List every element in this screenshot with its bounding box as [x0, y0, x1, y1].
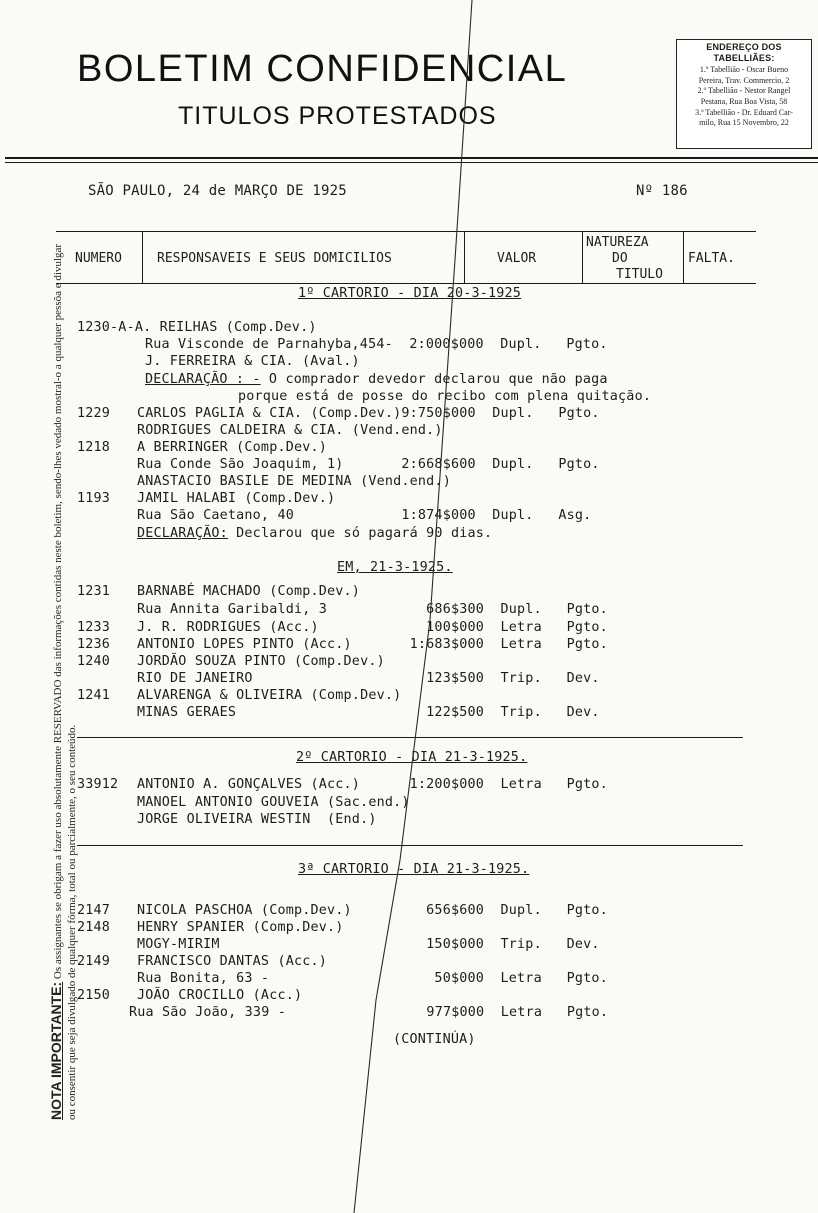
entry-line: JOÃO CROCILLO (Acc.) [137, 988, 303, 1003]
entry-number: 1193 [77, 491, 111, 506]
entry-number: 1218 [77, 440, 111, 455]
entry-line: porque está de posse do recibo com plena quitação. [238, 389, 652, 404]
entry-line: Rua Visconde de Parnahyba,454- 2:000$000 Dupl. Pgto. [145, 337, 608, 352]
entry-line: FRANCISCO DANTAS (Acc.) [137, 954, 328, 969]
entry-line: Rua Annita Garibaldi, 3 686$300 Dupl. Pgto. [137, 602, 608, 617]
entry-number: 1240 [77, 654, 111, 669]
address-line: Pereira, Trav. Commercio, 2 [698, 75, 790, 85]
entry-line: RIO DE JANEIRO 123$500 Trip. Dev. [137, 671, 600, 686]
entry-line: BARNABÉ MACHADO (Comp.Dev.) [137, 584, 361, 599]
col-header-natureza-titulo: TITULO [616, 267, 663, 282]
entry-line: JORGE OLIVEIRA WESTIN (End.) [137, 812, 377, 827]
bulletin-subtitle: TITULOS PROTESTADOS [178, 102, 497, 130]
entry-line: ALVARENGA & OLIVEIRA (Comp.Dev.) [137, 688, 402, 703]
declaration-text: Declarou que só pagará 90 dias. [227, 526, 493, 541]
entry-line: JORDÃO SOUZA PINTO (Comp.Dev.) [137, 654, 385, 669]
entry-number: 1229 [77, 406, 111, 421]
col-header-valor: VALOR [497, 251, 537, 266]
bulletin-number: Nº 186 [636, 183, 688, 199]
address-line: Pestana, Rua Boa Vista, 58 [700, 96, 788, 106]
dateline: SÃO PAULO, 24 de MARÇO DE 1925 [88, 183, 347, 199]
entry-line: 1230-A-A. REILHAS (Comp.Dev.) [77, 320, 317, 335]
col-header-natureza-do: DO [612, 251, 628, 266]
entry-number: 33912 [77, 777, 119, 792]
entry-line: RODRIGUES CALDEIRA & CIA. (Vend.end.) [137, 423, 443, 438]
entry-line: ANASTACIO BASILE DE MEDINA (Vend.end.) [137, 474, 451, 489]
col-header-natureza: NATUREZA [586, 235, 649, 250]
entry-number: 2148 [77, 920, 111, 935]
col-header-falta: FALTA. [688, 251, 735, 266]
entry-line: ANTONIO LOPES PINTO (Acc.) 1:683$000 Letra Pgto. [137, 637, 608, 652]
entry-line: J. R. RODRIGUES (Acc.) 100$000 Letra Pgto. [137, 620, 608, 635]
entry-line: J. FERREIRA & CIA. (Aval.) [145, 354, 360, 369]
entry-line: CARLOS PAGLIA & CIA. (Comp.Dev.)9:750$000 Dupl. Pgto. [137, 406, 600, 421]
entry-line: Rua Conde São Joaquim, 1) 2:668$600 Dupl. Pgto. [137, 457, 600, 472]
declaration-label: DECLARAÇÃO: [137, 526, 228, 541]
entry-line: A BERRINGER (Comp.Dev.) [137, 440, 328, 455]
side-note-text: Os assignantes se obrigam a fazer uso absolutamente RESERVADO das informações contidas neste boletim, sendo-lhes vedado mostral-o a qualquer pessôa e divulgar ou consentir que seja divulgado de qualquer fórma, total ou parcialmente, o seu conteúdo. [52, 243, 78, 1120]
address-line: 2.º Tabellião - Nestor Rangel [697, 86, 791, 96]
section-heading: 1º CARTORIO - DIA 20-3-1925 [298, 286, 522, 301]
continua-note: (CONTINÚA) [393, 1032, 476, 1047]
entry-line: MANOEL ANTONIO GOUVEIA (Sac.end.) [137, 795, 410, 810]
entry-number: 1233 [77, 620, 111, 635]
entry-line: Rua São João, 339 - 977$000 Letra Pgto. [129, 1005, 609, 1020]
entry-line: JAMIL HALABI (Comp.Dev.) [137, 491, 336, 506]
address-line: milo, Rua 15 Novembro, 22 [699, 118, 789, 128]
entry-line: Rua Bonita, 63 - 50$000 Letra Pgto. [137, 971, 608, 986]
declaration-text: O comprador devedor declarou que não paga [260, 372, 608, 387]
entry-line: ANTONIO A. GONÇALVES (Acc.) 1:200$000 Letra Pgto. [137, 777, 608, 792]
address-line: 1.º Tabellião - Oscar Bueno [699, 65, 789, 75]
entry-number: 1236 [77, 637, 111, 652]
fold-line-path [354, 0, 472, 1213]
section-heading: 2º CARTORIO - DIA 21-3-1925. [296, 750, 528, 765]
entry-number: 1241 [77, 688, 111, 703]
section-heading: 3ª CARTORIO - DIA 21-3-1925. [298, 862, 530, 877]
entry-line: HENRY SPANIER (Comp.Dev.) [137, 920, 344, 935]
entry-line: NICOLA PASCHOA (Comp.Dev.) 656$600 Dupl. Pgto. [137, 903, 608, 918]
address-box-heading: ENDEREÇO DOS TABELLIÃES: [706, 42, 782, 63]
entry-number: 2149 [77, 954, 111, 969]
entry-number: 2147 [77, 903, 111, 918]
section-heading: EM, 21-3-1925. [337, 560, 453, 575]
entry-line: Rua São Caetano, 40 1:874$000 Dupl. Asg. [137, 508, 592, 523]
address-line: 3.º Tabellião - Dr. Eduard Car- [695, 107, 793, 117]
entry-line: MINAS GERAES 122$500 Trip. Dev. [137, 705, 600, 720]
entry-number: 1231 [77, 584, 111, 599]
declaration-label: DECLARAÇÃO : - [145, 372, 261, 387]
col-header-responsaveis: RESPONSAVEIS E SEUS DOMICILIOS [157, 251, 392, 266]
entry-number: 2150 [77, 988, 111, 1003]
bulletin-title: BOLETIM CONFIDENCIAL [77, 48, 568, 90]
entry-line: MOGY-MIRIM 150$000 Trip. Dev. [137, 937, 600, 952]
side-note-label: NOTA IMPORTANTE: [48, 981, 64, 1120]
col-header-numero: NUMERO [75, 251, 122, 266]
